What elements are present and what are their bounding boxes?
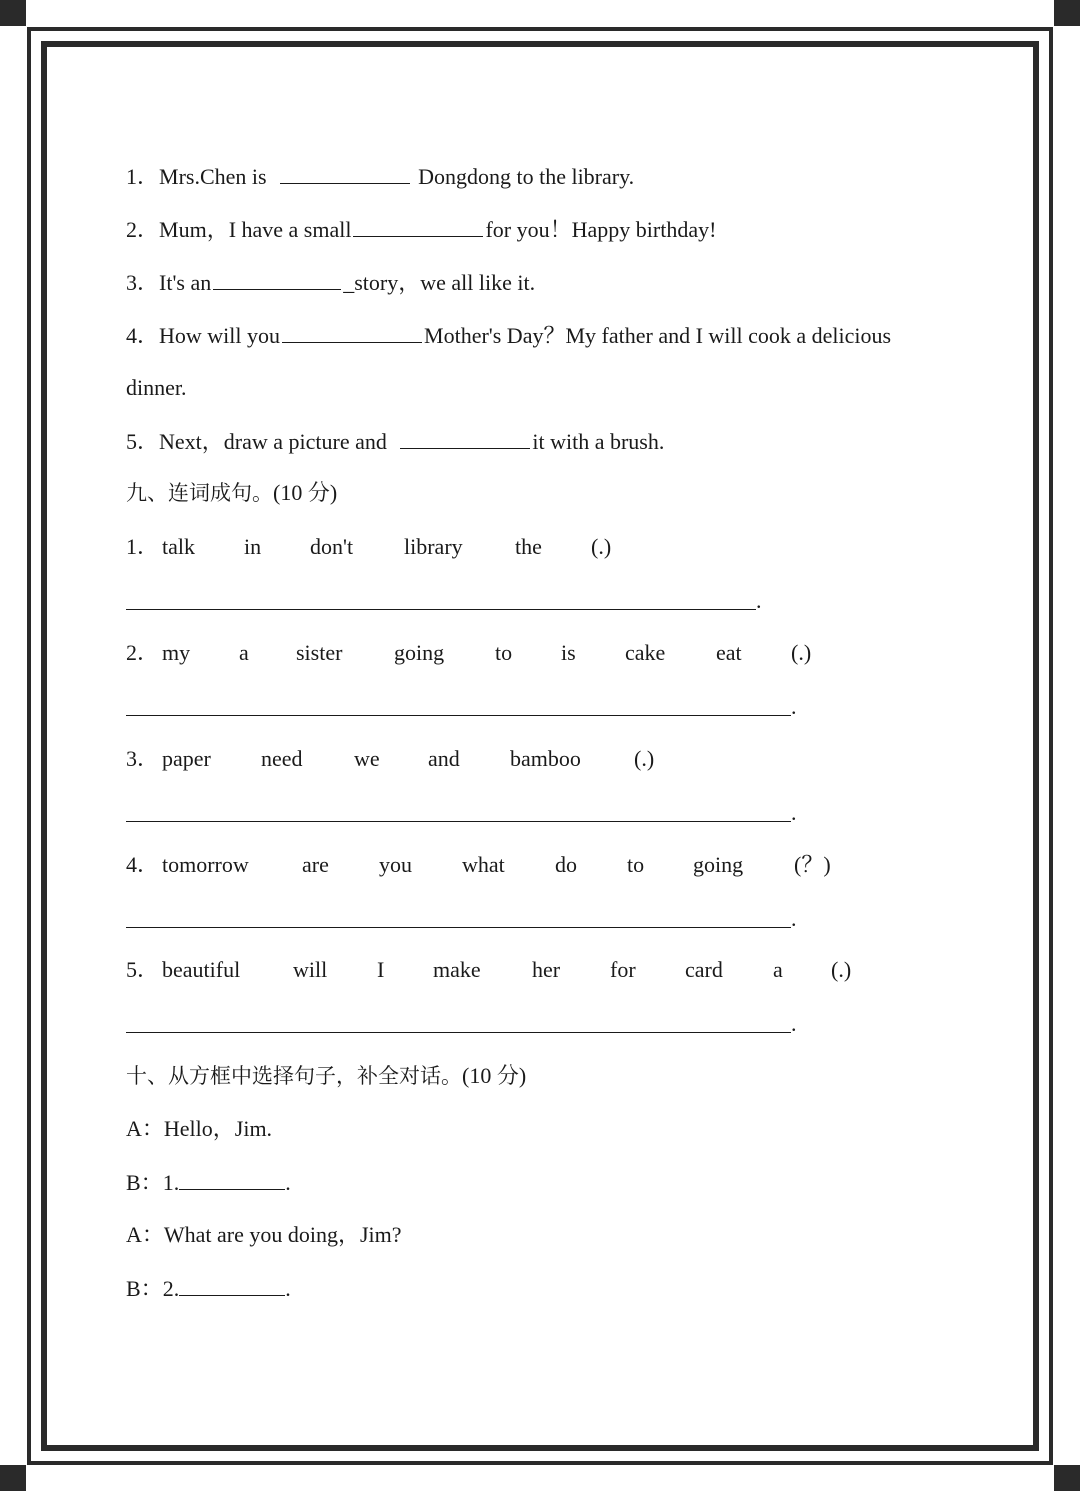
word: (.) [831,957,852,982]
reorder-item-1: 1． talk in don't library the (.) [126,532,926,562]
word: to [627,852,645,877]
fill-in-question-1: 1．Mrs.Chen is Dongdong to the library. [126,161,634,192]
word: tomorrow [162,852,249,877]
answer-blank[interactable] [179,1167,285,1190]
answer-period: . [756,588,762,613]
answer-line-4[interactable] [126,927,791,928]
word: talk [162,534,195,559]
word: paper [162,746,211,771]
word: what [462,852,505,877]
word: beautiful [162,957,241,982]
answer-period: . [791,1011,797,1036]
word: going [394,640,445,665]
word: sister [296,640,343,665]
word: going [693,852,744,877]
word: her [532,957,561,982]
answer-line-3[interactable] [126,821,791,822]
section-9-heading: 九、连词成句。(10 分) [126,480,338,505]
section-10-heading: 十、从方框中选择句子，补全对话。(10 分) [126,1063,527,1088]
word: is [561,640,576,665]
answer-blank[interactable] [282,320,422,343]
word: don't [310,534,354,559]
answer-line-2[interactable] [126,715,791,716]
fill-in-question-3: 3．It's an _story，we all like it. [126,267,535,298]
corner-mark-bottom-left [0,1465,26,1491]
answer-line-1[interactable] [126,609,756,610]
word: (？) [794,852,831,877]
dialogue-line-4: B：2. . [126,1273,291,1304]
dialogue-line-1: A：Hello，Jim. [126,1116,273,1141]
word: cake [625,640,666,665]
answer-blank[interactable] [280,161,410,184]
reorder-item-2: 2． my a sister going to is cake eat (.) [126,638,926,668]
word: (.) [791,640,812,665]
answer-period: . [791,800,797,825]
word: do [555,852,577,877]
reorder-item-5: 5． beautiful will I make her for card a (.) [126,955,926,985]
corner-mark-top-left [0,0,26,26]
word: are [302,852,329,877]
fill-in-question-2: 2．Mum，I have a small for you！Happy birthday! [126,214,716,245]
word: need [261,746,303,771]
fill-in-question-4-continued: dinner. [126,375,187,400]
fill-in-question-4: 4．How will you Mother's Day？My father and I will cook a delicious [126,320,891,351]
word: a [239,640,249,665]
answer-period: . [791,694,797,719]
word: bamboo [510,746,581,771]
corner-mark-bottom-right [1054,1465,1080,1491]
answer-line-5[interactable] [126,1032,791,1033]
word: will [293,957,328,982]
word: (.) [591,534,612,559]
word: a [773,957,783,982]
word: we [354,746,380,771]
word: library [404,534,463,559]
reorder-item-3: 3． paper need we and bamboo (.) [126,744,926,774]
corner-mark-top-right [1054,0,1080,26]
word: my [162,640,191,665]
word: to [495,640,513,665]
word: in [244,534,262,559]
word: the [515,534,542,559]
reorder-item-4: 4． tomorrow are you what do to going (？) [126,850,926,880]
answer-period: . [791,906,797,931]
answer-blank[interactable] [400,426,530,449]
word: for [610,957,636,982]
word: (.) [634,746,655,771]
answer-blank[interactable] [213,267,341,290]
word: eat [716,640,742,665]
word: card [685,957,723,982]
word: I [377,957,385,982]
fill-in-question-5: 5．Next，draw a picture and it with a brush. [126,426,664,457]
dialogue-line-3: A：What are you doing，Jim? [126,1222,402,1247]
dialogue-line-2: B：1. . [126,1167,291,1198]
word: you [379,852,412,877]
answer-blank[interactable] [179,1273,285,1296]
answer-blank[interactable] [353,214,483,237]
word: and [428,746,460,771]
word: make [433,957,481,982]
